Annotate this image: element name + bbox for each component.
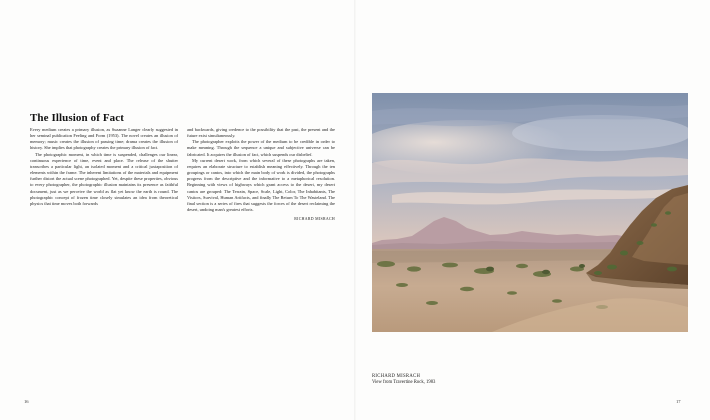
page-number-left: 16	[24, 399, 29, 404]
essay-paragraph: The photographer exploits the power of the medium to be credible in order to make meaning. Through the sequence a unique and subjective universe can be fabricated. It acquires the illusion of fact, which suspends our disbelief.	[187, 139, 335, 157]
caption-photographer: RICHARD MISRACH	[372, 374, 421, 379]
photo-caption	[372, 374, 435, 386]
photo-illustration	[372, 93, 688, 332]
caption-title: View from Travertine Rock, 1983	[372, 380, 436, 385]
essay-column-right	[187, 127, 335, 222]
essay-title: The Illusion of Fact	[30, 112, 124, 124]
essay-paragraph: The photographic moment, in which time is suspended, challenges our linear, continuous experience of time, event and place. The release of the shutter transcribes a particular light, an isolated moment and a critical juxtaposition of elements within the frame. The inherent limitations of the materials and equipment further distort the actual scene photographed. Yet, despite these properties, obvious to every photographer, the photographic illusion maintains its presence as faithful document, just as we perceive the world as flat yet know the earth is round. The photographic concept of frozen time closely simulates an idea from theoretical physics that time moves both forwards	[30, 151, 178, 206]
essay-paragraph: and backwards, giving credence to the possibility that the past, the present and the future exist simultaneously.	[187, 127, 335, 139]
essay-paragraph: Every medium creates a primary illusion, as Suzanne Langer clearly suggested in her seminal publication Feeling and Form (1953). The novel creates an illusion of memory; music creates the illusion of passing time; drama creates the illusion of history. She implies that photography creates the primary illusion of fact.	[30, 127, 178, 151]
desert-landscape-photo	[372, 93, 688, 332]
page-gutter	[354, 0, 356, 420]
essay-column-left	[30, 127, 178, 207]
page-number-right: 17	[676, 399, 681, 404]
author-signature: RICHARD MISRACH	[294, 217, 335, 222]
essay-paragraph: My current desert work, from which several of these photographs are taken, requires an elaborate structure to establish meaning effectively. Through the ten groupings or cantos, into which the main body of work is divided, the photographs progress from the descriptive and the informative to a metaphorical resolution. Beginning with views of highways which grant access to the desert, my desert cantos are grouped: The Terrain, Space, Scale, Light, Color, The Inhabitants, The Visitors, Survival, Human Artifacts, and finally The Return To The Wasteland. The final section is a series of fires that suggests the forces of the desert reclaiming the desert, undoing man's greatest efforts.	[187, 157, 335, 213]
